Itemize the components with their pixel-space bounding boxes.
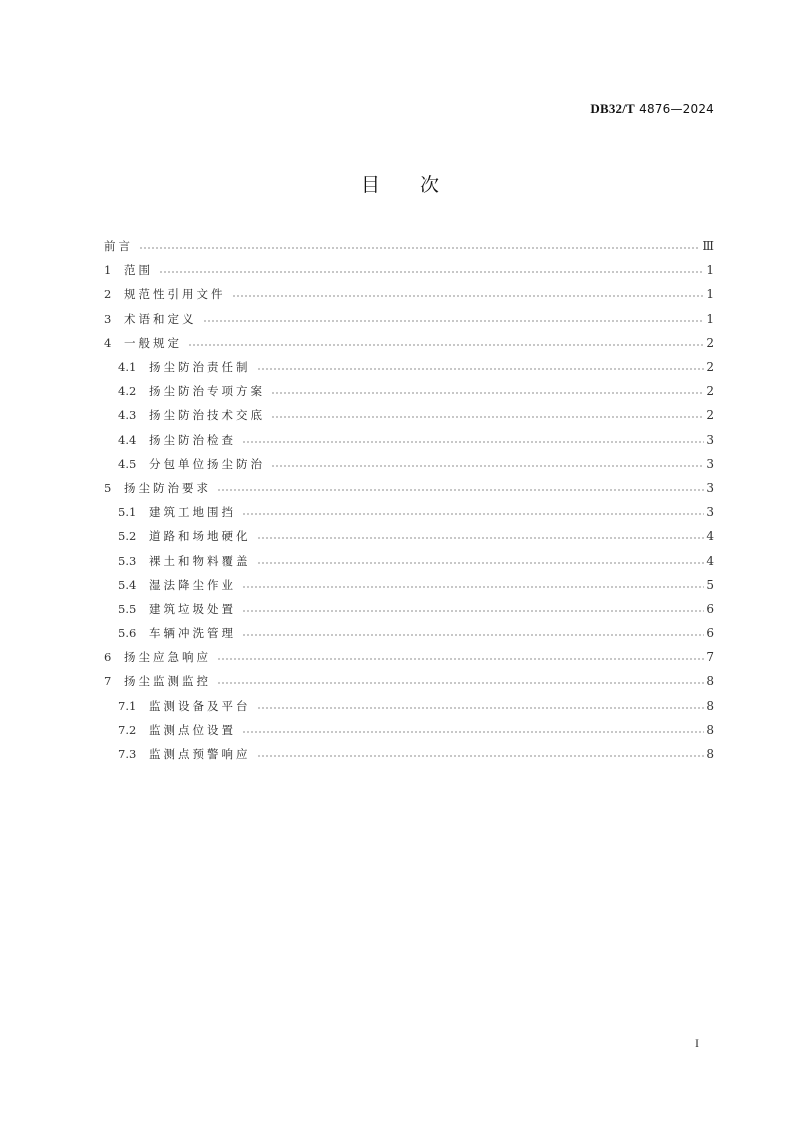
- toc-entry-page: 4: [706, 529, 714, 544]
- toc-entry-title: 扬尘防治责任制: [149, 360, 251, 375]
- toc-entry-page: 8: [706, 698, 714, 713]
- toc-entry-page: 3: [706, 456, 714, 471]
- toc-entry[interactable]: [104, 234, 714, 258]
- toc-entry-title: 监测设备及平台: [149, 698, 251, 713]
- dot-leader: [257, 537, 705, 540]
- toc-entry-title: 分包单位扬尘防治: [149, 456, 265, 471]
- toc-entry-page: 4: [706, 553, 714, 568]
- dot-leader: [271, 464, 704, 467]
- toc-entry-number: 5.3: [118, 553, 137, 568]
- toc-entry-number: 7: [104, 674, 112, 689]
- footer-page-number: I: [695, 1036, 699, 1050]
- toc-entry-page: 2: [706, 408, 714, 423]
- dot-leader: [257, 755, 705, 758]
- toc-entry-number: 6: [104, 650, 112, 665]
- page-title-char-1: 目: [360, 174, 380, 196]
- toc-entry-number: 4.2: [118, 384, 137, 399]
- dot-leader: [242, 585, 704, 588]
- toc-entry[interactable]: [104, 379, 714, 403]
- toc-entry-page: 6: [706, 601, 714, 616]
- toc-entry[interactable]: [104, 597, 714, 621]
- dot-leader: [242, 609, 704, 612]
- toc-entry-title: 道路和场地硬化: [149, 529, 251, 544]
- dot-leader: [159, 271, 704, 274]
- dot-leader: [203, 319, 705, 322]
- toc-entry-page: 2: [706, 360, 714, 375]
- toc-entry[interactable]: [104, 403, 714, 427]
- toc-entry-title: 扬尘监测监控: [124, 674, 211, 689]
- toc-entry[interactable]: [104, 621, 714, 645]
- dot-leader: [242, 634, 704, 637]
- toc-entry-page: 3: [706, 505, 714, 520]
- toc-entry[interactable]: [104, 258, 714, 282]
- toc-entry-number: 7.3: [118, 747, 137, 762]
- toc-entry-title: 湿法降尘作业: [149, 577, 236, 592]
- toc-entry[interactable]: [104, 548, 714, 572]
- document-code: [590, 101, 714, 117]
- toc-entry-page: 6: [706, 626, 714, 641]
- toc-entry-number: 3: [104, 311, 112, 326]
- toc-entry[interactable]: [104, 645, 714, 669]
- dot-leader: [257, 706, 705, 709]
- toc-entry-page: 1: [706, 311, 714, 326]
- toc-entry-page: 3: [706, 432, 714, 447]
- toc-entry[interactable]: [104, 669, 714, 693]
- toc-entry-page: 8: [706, 747, 714, 762]
- toc-entry-title: 裸土和物料覆盖: [149, 553, 251, 568]
- table-of-contents: [104, 234, 714, 766]
- toc-entry-number: 5.5: [118, 601, 137, 616]
- toc-entry[interactable]: [104, 307, 714, 331]
- toc-entry-number: 4.3: [118, 408, 137, 423]
- toc-entry-page: 5: [706, 577, 714, 592]
- toc-entry-number: 4.1: [118, 360, 137, 375]
- toc-entry-title: 车辆冲洗管理: [149, 626, 236, 641]
- toc-entry-number: 4: [104, 335, 112, 350]
- toc-entry-title: 规范性引用文件: [124, 287, 226, 302]
- page-title-char-2: 次: [420, 174, 440, 196]
- toc-entry[interactable]: [104, 573, 714, 597]
- toc-entry-title: 范围: [124, 263, 153, 278]
- toc-entry-title: 扬尘防治检查: [149, 432, 236, 447]
- toc-entry-page: 2: [706, 335, 714, 350]
- toc-entry[interactable]: [104, 428, 714, 452]
- toc-entry-title: 建筑垃圾处置: [149, 601, 236, 616]
- document-code-prefix: DB32/T: [590, 101, 635, 116]
- toc-entry-number: 5: [104, 480, 112, 495]
- toc-entry[interactable]: [104, 742, 714, 766]
- page-title: [0, 170, 800, 197]
- toc-entry-title: 监测点预警响应: [149, 747, 251, 762]
- toc-entry-number: 4.4: [118, 432, 137, 447]
- toc-entry-page: 1: [706, 287, 714, 302]
- toc-entry-number: 1: [104, 263, 112, 278]
- dot-leader: [242, 730, 704, 733]
- toc-entry-number: 7.1: [118, 698, 137, 713]
- toc-entry-title: 一般规定: [124, 335, 182, 350]
- toc-entry-page: Ⅲ: [702, 239, 714, 254]
- toc-entry-number: 5.6: [118, 626, 137, 641]
- toc-entry-page: 2: [706, 384, 714, 399]
- toc-entry[interactable]: [104, 331, 714, 355]
- dot-leader: [242, 513, 704, 516]
- document-code-number: 4876—2024: [639, 102, 714, 116]
- dot-leader: [257, 561, 705, 564]
- dot-leader: [242, 440, 704, 443]
- toc-entry-number: 5.2: [118, 529, 137, 544]
- toc-entry-page: 8: [706, 674, 714, 689]
- toc-entry-number: 5.4: [118, 577, 137, 592]
- toc-entry-number: 7.2: [118, 722, 137, 737]
- toc-entry[interactable]: [104, 500, 714, 524]
- dot-leader: [271, 392, 704, 395]
- toc-entry-number: 5.1: [118, 505, 137, 520]
- toc-entry-page: 7: [706, 650, 714, 665]
- toc-entry[interactable]: [104, 694, 714, 718]
- toc-entry[interactable]: [104, 282, 714, 306]
- dot-leader: [271, 416, 704, 419]
- dot-leader: [232, 295, 705, 298]
- dot-leader: [257, 368, 705, 371]
- toc-entry-title: 术语和定义: [124, 311, 197, 326]
- toc-entry-number: 2: [104, 287, 112, 302]
- toc-entry-title: 扬尘防治技术交底: [149, 408, 265, 423]
- toc-entry[interactable]: [104, 476, 714, 500]
- toc-entry-number: 4.5: [118, 456, 137, 471]
- toc-entry-page: 3: [706, 480, 714, 495]
- toc-entry-page: 8: [706, 722, 714, 737]
- toc-entry[interactable]: [104, 524, 714, 548]
- dot-leader: [139, 247, 700, 250]
- toc-entry-title: 前言: [104, 239, 133, 254]
- dot-leader: [217, 658, 704, 661]
- toc-entry-title: 建筑工地围挡: [149, 505, 236, 520]
- toc-entry-title: 监测点位设置: [149, 722, 236, 737]
- toc-entry-title: 扬尘应急响应: [124, 650, 211, 665]
- toc-entry-page: 1: [706, 263, 714, 278]
- toc-entry[interactable]: [104, 452, 714, 476]
- dot-leader: [188, 343, 704, 346]
- toc-entry-title: 扬尘防治要求: [124, 480, 211, 495]
- dot-leader: [217, 682, 704, 685]
- dot-leader: [217, 488, 704, 491]
- toc-entry[interactable]: [104, 718, 714, 742]
- toc-entry-title: 扬尘防治专项方案: [149, 384, 265, 399]
- toc-entry[interactable]: [104, 355, 714, 379]
